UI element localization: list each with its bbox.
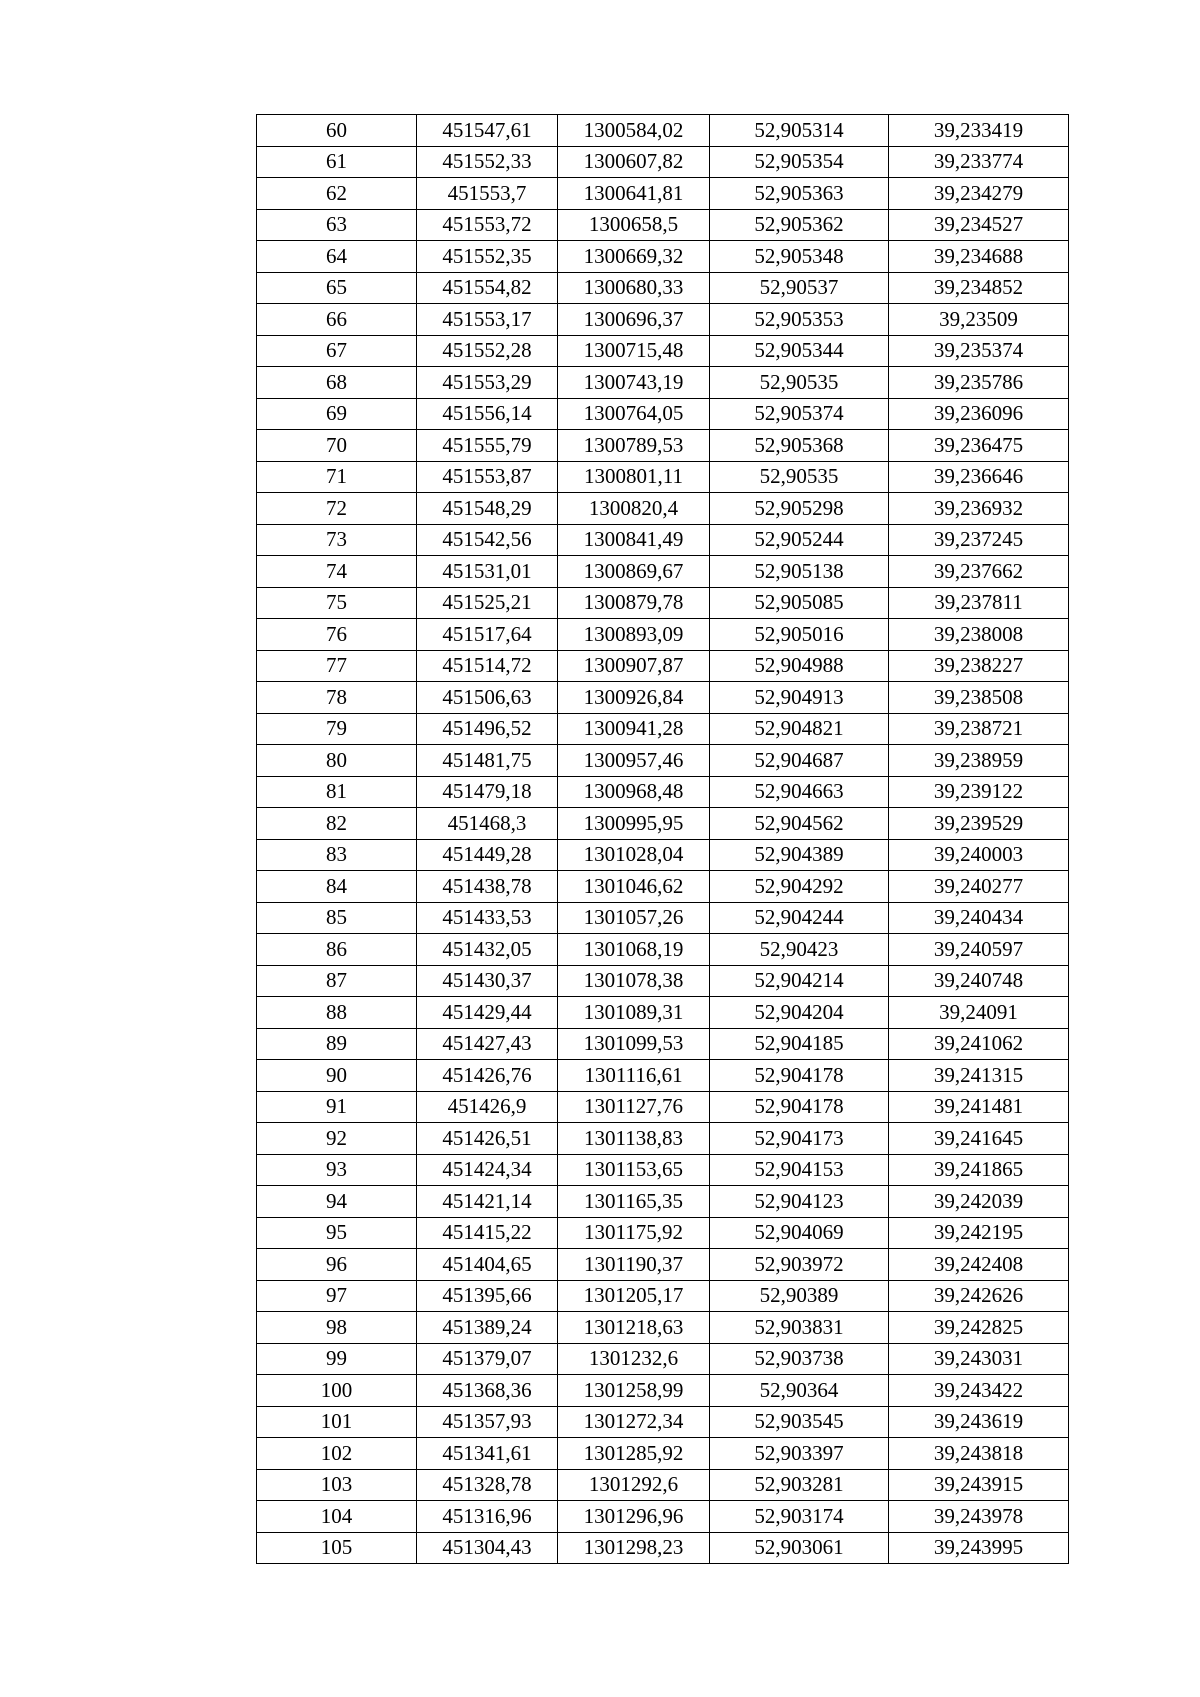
y-coordinate-cell: 1300926,84	[558, 682, 710, 714]
y-coordinate-cell: 1301190,37	[558, 1249, 710, 1281]
longitude-cell: 39,242825	[889, 1312, 1069, 1344]
latitude-cell: 52,904173	[710, 1123, 889, 1155]
point-number-cell: 102	[257, 1438, 417, 1470]
y-coordinate-cell: 1300641,81	[558, 178, 710, 210]
latitude-cell: 52,90389	[710, 1280, 889, 1312]
longitude-cell: 39,234688	[889, 241, 1069, 273]
point-number-cell: 95	[257, 1217, 417, 1249]
table-row	[257, 115, 1069, 147]
x-coordinate-cell: 451479,18	[417, 776, 558, 808]
y-coordinate-cell: 1301068,19	[558, 934, 710, 966]
point-number-cell: 67	[257, 335, 417, 367]
y-coordinate-cell: 1300801,11	[558, 461, 710, 493]
latitude-cell: 52,904123	[710, 1186, 889, 1218]
longitude-cell: 39,240003	[889, 839, 1069, 871]
y-coordinate-cell: 1300869,67	[558, 556, 710, 588]
longitude-cell: 39,240597	[889, 934, 1069, 966]
latitude-cell: 52,904292	[710, 871, 889, 903]
x-coordinate-cell: 451304,43	[417, 1532, 558, 1564]
y-coordinate-cell: 1300893,09	[558, 619, 710, 651]
latitude-cell: 52,903545	[710, 1406, 889, 1438]
table-row	[257, 1312, 1069, 1344]
y-coordinate-cell: 1301258,99	[558, 1375, 710, 1407]
y-coordinate-cell: 1301099,53	[558, 1028, 710, 1060]
table-row	[257, 209, 1069, 241]
point-number-cell: 99	[257, 1343, 417, 1375]
latitude-cell: 52,90364	[710, 1375, 889, 1407]
table-row	[257, 682, 1069, 714]
y-coordinate-cell: 1301138,83	[558, 1123, 710, 1155]
latitude-cell: 52,904562	[710, 808, 889, 840]
point-number-cell: 83	[257, 839, 417, 871]
x-coordinate-cell: 451433,53	[417, 902, 558, 934]
point-number-cell: 104	[257, 1501, 417, 1533]
coordinates-table	[256, 114, 1069, 1564]
table-row	[257, 745, 1069, 777]
x-coordinate-cell: 451379,07	[417, 1343, 558, 1375]
table-row	[257, 1375, 1069, 1407]
table-row	[257, 650, 1069, 682]
table-row	[257, 461, 1069, 493]
point-number-cell: 90	[257, 1060, 417, 1092]
point-number-cell: 69	[257, 398, 417, 430]
point-number-cell: 63	[257, 209, 417, 241]
point-number-cell: 60	[257, 115, 417, 147]
table-row	[257, 178, 1069, 210]
longitude-cell: 39,235786	[889, 367, 1069, 399]
point-number-cell: 91	[257, 1091, 417, 1123]
y-coordinate-cell: 1301057,26	[558, 902, 710, 934]
point-number-cell: 100	[257, 1375, 417, 1407]
point-number-cell: 79	[257, 713, 417, 745]
coordinates-table-body	[257, 115, 1069, 1564]
table-row	[257, 430, 1069, 462]
x-coordinate-cell: 451506,63	[417, 682, 558, 714]
table-row	[257, 1028, 1069, 1060]
latitude-cell: 52,903972	[710, 1249, 889, 1281]
latitude-cell: 52,903397	[710, 1438, 889, 1470]
y-coordinate-cell: 1301296,96	[558, 1501, 710, 1533]
table-row	[257, 1501, 1069, 1533]
y-coordinate-cell: 1300658,5	[558, 209, 710, 241]
longitude-cell: 39,241865	[889, 1154, 1069, 1186]
x-coordinate-cell: 451438,78	[417, 871, 558, 903]
longitude-cell: 39,243915	[889, 1469, 1069, 1501]
latitude-cell: 52,904821	[710, 713, 889, 745]
y-coordinate-cell: 1300968,48	[558, 776, 710, 808]
x-coordinate-cell: 451426,9	[417, 1091, 558, 1123]
x-coordinate-cell: 451426,51	[417, 1123, 558, 1155]
longitude-cell: 39,24091	[889, 997, 1069, 1029]
table-row	[257, 335, 1069, 367]
y-coordinate-cell: 1300789,53	[558, 430, 710, 462]
table-row	[257, 1469, 1069, 1501]
point-number-cell: 103	[257, 1469, 417, 1501]
longitude-cell: 39,238227	[889, 650, 1069, 682]
longitude-cell: 39,238508	[889, 682, 1069, 714]
y-coordinate-cell: 1300715,48	[558, 335, 710, 367]
x-coordinate-cell: 451395,66	[417, 1280, 558, 1312]
latitude-cell: 52,90535	[710, 367, 889, 399]
longitude-cell: 39,236096	[889, 398, 1069, 430]
x-coordinate-cell: 451547,61	[417, 115, 558, 147]
latitude-cell: 52,903061	[710, 1532, 889, 1564]
table-row	[257, 965, 1069, 997]
x-coordinate-cell: 451548,29	[417, 493, 558, 525]
latitude-cell: 52,905244	[710, 524, 889, 556]
x-coordinate-cell: 451496,52	[417, 713, 558, 745]
table-row	[257, 1280, 1069, 1312]
y-coordinate-cell: 1301285,92	[558, 1438, 710, 1470]
table-row	[257, 556, 1069, 588]
point-number-cell: 87	[257, 965, 417, 997]
longitude-cell: 39,234852	[889, 272, 1069, 304]
latitude-cell: 52,904153	[710, 1154, 889, 1186]
table-row	[257, 902, 1069, 934]
point-number-cell: 92	[257, 1123, 417, 1155]
point-number-cell: 68	[257, 367, 417, 399]
longitude-cell: 39,236475	[889, 430, 1069, 462]
x-coordinate-cell: 451341,61	[417, 1438, 558, 1470]
x-coordinate-cell: 451556,14	[417, 398, 558, 430]
longitude-cell: 39,241645	[889, 1123, 1069, 1155]
y-coordinate-cell: 1301205,17	[558, 1280, 710, 1312]
longitude-cell: 39,233419	[889, 115, 1069, 147]
y-coordinate-cell: 1301218,63	[558, 1312, 710, 1344]
table-row	[257, 997, 1069, 1029]
table-row	[257, 871, 1069, 903]
y-coordinate-cell: 1300696,37	[558, 304, 710, 336]
latitude-cell: 52,904244	[710, 902, 889, 934]
x-coordinate-cell: 451368,36	[417, 1375, 558, 1407]
table-row	[257, 587, 1069, 619]
x-coordinate-cell: 451553,72	[417, 209, 558, 241]
point-number-cell: 72	[257, 493, 417, 525]
x-coordinate-cell: 451430,37	[417, 965, 558, 997]
x-coordinate-cell: 451525,21	[417, 587, 558, 619]
longitude-cell: 39,242195	[889, 1217, 1069, 1249]
point-number-cell: 88	[257, 997, 417, 1029]
table-row	[257, 272, 1069, 304]
point-number-cell: 70	[257, 430, 417, 462]
point-number-cell: 84	[257, 871, 417, 903]
y-coordinate-cell: 1301272,34	[558, 1406, 710, 1438]
longitude-cell: 39,236646	[889, 461, 1069, 493]
table-row	[257, 1186, 1069, 1218]
latitude-cell: 52,903174	[710, 1501, 889, 1533]
y-coordinate-cell: 1301165,35	[558, 1186, 710, 1218]
x-coordinate-cell: 451427,43	[417, 1028, 558, 1060]
longitude-cell: 39,240748	[889, 965, 1069, 997]
table-row	[257, 1123, 1069, 1155]
point-number-cell: 71	[257, 461, 417, 493]
x-coordinate-cell: 451357,93	[417, 1406, 558, 1438]
point-number-cell: 94	[257, 1186, 417, 1218]
latitude-cell: 52,904178	[710, 1060, 889, 1092]
point-number-cell: 78	[257, 682, 417, 714]
y-coordinate-cell: 1300995,95	[558, 808, 710, 840]
x-coordinate-cell: 451531,01	[417, 556, 558, 588]
y-coordinate-cell: 1300669,32	[558, 241, 710, 273]
longitude-cell: 39,243422	[889, 1375, 1069, 1407]
table-row	[257, 1438, 1069, 1470]
table-row	[257, 1532, 1069, 1564]
table-row	[257, 1060, 1069, 1092]
longitude-cell: 39,239529	[889, 808, 1069, 840]
point-number-cell: 105	[257, 1532, 417, 1564]
latitude-cell: 52,905016	[710, 619, 889, 651]
y-coordinate-cell: 1301078,38	[558, 965, 710, 997]
longitude-cell: 39,242039	[889, 1186, 1069, 1218]
point-number-cell: 73	[257, 524, 417, 556]
latitude-cell: 52,90535	[710, 461, 889, 493]
longitude-cell: 39,241315	[889, 1060, 1069, 1092]
longitude-cell: 39,234279	[889, 178, 1069, 210]
latitude-cell: 52,905085	[710, 587, 889, 619]
latitude-cell: 52,905298	[710, 493, 889, 525]
y-coordinate-cell: 1301232,6	[558, 1343, 710, 1375]
point-number-cell: 62	[257, 178, 417, 210]
x-coordinate-cell: 451554,82	[417, 272, 558, 304]
x-coordinate-cell: 451542,56	[417, 524, 558, 556]
y-coordinate-cell: 1301127,76	[558, 1091, 710, 1123]
y-coordinate-cell: 1301116,61	[558, 1060, 710, 1092]
latitude-cell: 52,904185	[710, 1028, 889, 1060]
table-row	[257, 776, 1069, 808]
table-row	[257, 1154, 1069, 1186]
longitude-cell: 39,234527	[889, 209, 1069, 241]
x-coordinate-cell: 451553,17	[417, 304, 558, 336]
table-row	[257, 1091, 1069, 1123]
latitude-cell: 52,905353	[710, 304, 889, 336]
latitude-cell: 52,904178	[710, 1091, 889, 1123]
table-row	[257, 934, 1069, 966]
longitude-cell: 39,233774	[889, 146, 1069, 178]
point-number-cell: 61	[257, 146, 417, 178]
longitude-cell: 39,243031	[889, 1343, 1069, 1375]
table-row	[257, 619, 1069, 651]
x-coordinate-cell: 451553,29	[417, 367, 558, 399]
x-coordinate-cell: 451415,22	[417, 1217, 558, 1249]
table-row	[257, 1217, 1069, 1249]
longitude-cell: 39,238008	[889, 619, 1069, 651]
x-coordinate-cell: 451316,96	[417, 1501, 558, 1533]
longitude-cell: 39,239122	[889, 776, 1069, 808]
y-coordinate-cell: 1301298,23	[558, 1532, 710, 1564]
table-row	[257, 1406, 1069, 1438]
point-number-cell: 93	[257, 1154, 417, 1186]
y-coordinate-cell: 1300743,19	[558, 367, 710, 399]
y-coordinate-cell: 1300941,28	[558, 713, 710, 745]
y-coordinate-cell: 1300879,78	[558, 587, 710, 619]
latitude-cell: 52,905363	[710, 178, 889, 210]
y-coordinate-cell: 1301089,31	[558, 997, 710, 1029]
longitude-cell: 39,241062	[889, 1028, 1069, 1060]
y-coordinate-cell: 1300957,46	[558, 745, 710, 777]
point-number-cell: 76	[257, 619, 417, 651]
table-row	[257, 713, 1069, 745]
latitude-cell: 52,905314	[710, 115, 889, 147]
longitude-cell: 39,23509	[889, 304, 1069, 336]
table-row	[257, 241, 1069, 273]
latitude-cell: 52,904214	[710, 965, 889, 997]
latitude-cell: 52,903281	[710, 1469, 889, 1501]
longitude-cell: 39,241481	[889, 1091, 1069, 1123]
table-row	[257, 304, 1069, 336]
latitude-cell: 52,904687	[710, 745, 889, 777]
point-number-cell: 101	[257, 1406, 417, 1438]
latitude-cell: 52,905362	[710, 209, 889, 241]
latitude-cell: 52,904389	[710, 839, 889, 871]
point-number-cell: 75	[257, 587, 417, 619]
point-number-cell: 98	[257, 1312, 417, 1344]
point-number-cell: 89	[257, 1028, 417, 1060]
longitude-cell: 39,238721	[889, 713, 1069, 745]
y-coordinate-cell: 1300680,33	[558, 272, 710, 304]
latitude-cell: 52,903831	[710, 1312, 889, 1344]
y-coordinate-cell: 1300607,82	[558, 146, 710, 178]
x-coordinate-cell: 451424,34	[417, 1154, 558, 1186]
y-coordinate-cell: 1300820,4	[558, 493, 710, 525]
longitude-cell: 39,243818	[889, 1438, 1069, 1470]
latitude-cell: 52,90423	[710, 934, 889, 966]
y-coordinate-cell: 1300841,49	[558, 524, 710, 556]
x-coordinate-cell: 451449,28	[417, 839, 558, 871]
x-coordinate-cell: 451389,24	[417, 1312, 558, 1344]
x-coordinate-cell: 451553,7	[417, 178, 558, 210]
longitude-cell: 39,243619	[889, 1406, 1069, 1438]
latitude-cell: 52,905354	[710, 146, 889, 178]
x-coordinate-cell: 451432,05	[417, 934, 558, 966]
longitude-cell: 39,242408	[889, 1249, 1069, 1281]
x-coordinate-cell: 451426,76	[417, 1060, 558, 1092]
x-coordinate-cell: 451552,35	[417, 241, 558, 273]
y-coordinate-cell: 1300907,87	[558, 650, 710, 682]
x-coordinate-cell: 451468,3	[417, 808, 558, 840]
longitude-cell: 39,240277	[889, 871, 1069, 903]
table-row	[257, 493, 1069, 525]
latitude-cell: 52,904988	[710, 650, 889, 682]
table-row	[257, 1249, 1069, 1281]
point-number-cell: 80	[257, 745, 417, 777]
table-row	[257, 808, 1069, 840]
latitude-cell: 52,905374	[710, 398, 889, 430]
x-coordinate-cell: 451404,65	[417, 1249, 558, 1281]
y-coordinate-cell: 1301046,62	[558, 871, 710, 903]
point-number-cell: 74	[257, 556, 417, 588]
longitude-cell: 39,242626	[889, 1280, 1069, 1312]
x-coordinate-cell: 451429,44	[417, 997, 558, 1029]
latitude-cell: 52,904913	[710, 682, 889, 714]
point-number-cell: 97	[257, 1280, 417, 1312]
longitude-cell: 39,243995	[889, 1532, 1069, 1564]
longitude-cell: 39,238959	[889, 745, 1069, 777]
point-number-cell: 85	[257, 902, 417, 934]
longitude-cell: 39,235374	[889, 335, 1069, 367]
table-row	[257, 398, 1069, 430]
y-coordinate-cell: 1301153,65	[558, 1154, 710, 1186]
table-row	[257, 146, 1069, 178]
x-coordinate-cell: 451552,33	[417, 146, 558, 178]
y-coordinate-cell: 1300764,05	[558, 398, 710, 430]
latitude-cell: 52,904204	[710, 997, 889, 1029]
latitude-cell: 52,905138	[710, 556, 889, 588]
latitude-cell: 52,903738	[710, 1343, 889, 1375]
latitude-cell: 52,905344	[710, 335, 889, 367]
x-coordinate-cell: 451481,75	[417, 745, 558, 777]
point-number-cell: 81	[257, 776, 417, 808]
point-number-cell: 65	[257, 272, 417, 304]
longitude-cell: 39,237245	[889, 524, 1069, 556]
point-number-cell: 64	[257, 241, 417, 273]
longitude-cell: 39,240434	[889, 902, 1069, 934]
x-coordinate-cell: 451328,78	[417, 1469, 558, 1501]
point-number-cell: 96	[257, 1249, 417, 1281]
latitude-cell: 52,904663	[710, 776, 889, 808]
longitude-cell: 39,237662	[889, 556, 1069, 588]
x-coordinate-cell: 451517,64	[417, 619, 558, 651]
y-coordinate-cell: 1301028,04	[558, 839, 710, 871]
point-number-cell: 66	[257, 304, 417, 336]
point-number-cell: 77	[257, 650, 417, 682]
latitude-cell: 52,90537	[710, 272, 889, 304]
x-coordinate-cell: 451555,79	[417, 430, 558, 462]
point-number-cell: 82	[257, 808, 417, 840]
point-number-cell: 86	[257, 934, 417, 966]
x-coordinate-cell: 451553,87	[417, 461, 558, 493]
x-coordinate-cell: 451421,14	[417, 1186, 558, 1218]
x-coordinate-cell: 451514,72	[417, 650, 558, 682]
table-row	[257, 1343, 1069, 1375]
x-coordinate-cell: 451552,28	[417, 335, 558, 367]
table-row	[257, 524, 1069, 556]
longitude-cell: 39,237811	[889, 587, 1069, 619]
table-row	[257, 839, 1069, 871]
y-coordinate-cell: 1300584,02	[558, 115, 710, 147]
y-coordinate-cell: 1301292,6	[558, 1469, 710, 1501]
longitude-cell: 39,236932	[889, 493, 1069, 525]
table-row	[257, 367, 1069, 399]
latitude-cell: 52,905368	[710, 430, 889, 462]
latitude-cell: 52,904069	[710, 1217, 889, 1249]
y-coordinate-cell: 1301175,92	[558, 1217, 710, 1249]
longitude-cell: 39,243978	[889, 1501, 1069, 1533]
latitude-cell: 52,905348	[710, 241, 889, 273]
